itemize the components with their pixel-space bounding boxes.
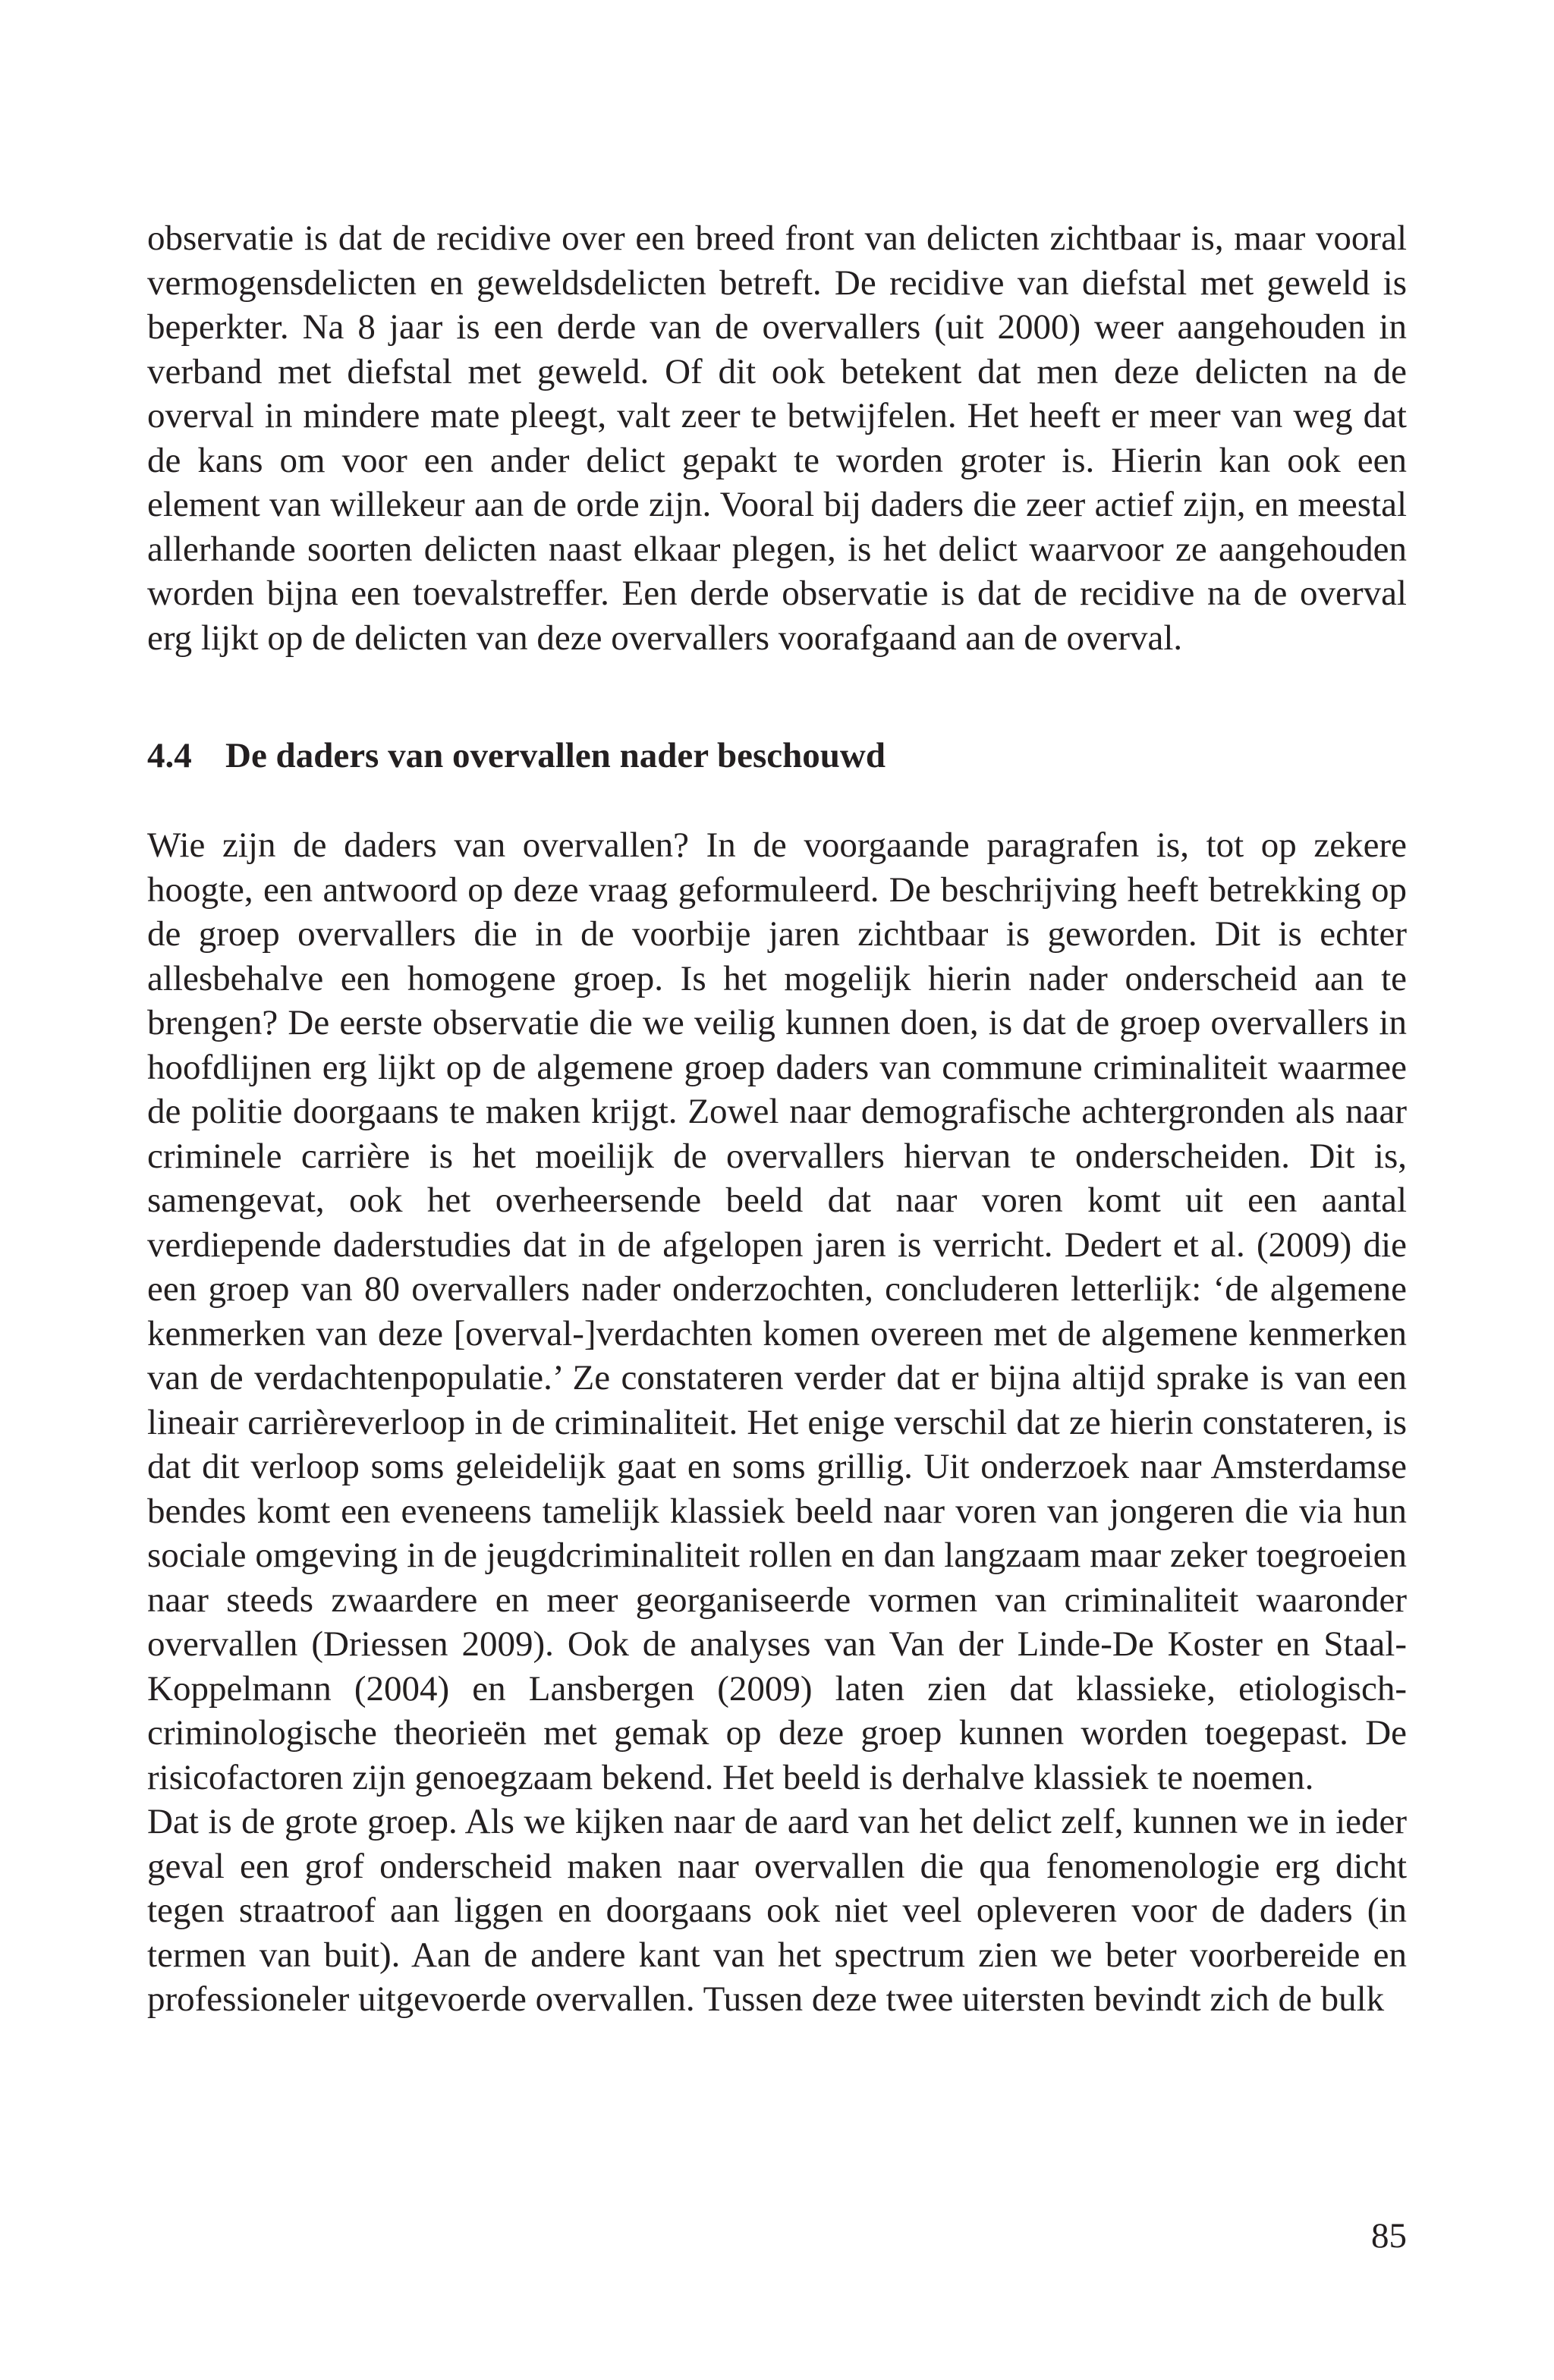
- section-heading: [147, 734, 1407, 778]
- paragraph: Wie zijn de daders van overvallen? In de voorgaande paragrafen is, tot op zekere hoogte, een antwoord op deze vraag geformuleerd. De beschrijving heeft betrekking op de groep overvallers die in de voorbije jaren zichtbaar is geworden. Dit is echter allesbehalve een homogene groep. Is het mogelijk hierin nader onderscheid aan te brengen? De eerste observatie die we veilig kunnen doen, is dat de groep overvallers in hoofdlijnen erg lijkt op de algemene groep daders van commune criminaliteit waarmee de politie doorgaans te maken krijgt. Zowel naar demografische achtergronden als naar criminele carrière is het moeilijk de overvallers hiervan te onderscheiden. Dit is, samengevat, ook het overheersende beeld dat naar voren komt uit een aantal verdiepende daderstudies dat in de afgelopen jaren is verricht. Dedert et al. (2009) die een groep van 80 overvallers nader onderzochten, concluderen letterlijk: ‘de algemene kenmerken van deze [overval-]verdachten komen overeen met de algemene kenmerken van de verdachtenpopulatie.’ Ze constateren verder dat er bijna altijd sprake is van een lineair carrièreverloop in de criminaliteit. Het enige verschil dat ze hierin constateren, is dat dit verloop soms geleidelijk gaat en soms grillig. Uit onderzoek naar Amsterdamse bendes komt een eveneens tamelijk klassiek beeld naar voren van jongeren die via hun sociale omgeving in de jeugdcriminaliteit rollen en dan langzaam maar zeker toegroeien naar steeds zwaardere en meer georganiseerde vormen van criminaliteit waaronder overvallen (Driessen 2009). Ook de analyses van Van der Linde-De Koster en Staal-Koppelmann (2004) en Lansbergen (2009) laten zien dat klassieke, etiologisch-criminologische theorieën met gemak op deze groep kunnen worden toegepast. De risicofactoren zijn genoegzaam bekend. Het beeld is derhalve klassiek te noemen.: [147, 825, 1407, 1797]
- paragraph: Dat is de grote groep. Als we kijken naar de aard van het delict zelf, kunnen we in ieder geval een grof onderscheid maken naar overvallen die qua fenomenologie erg dicht tegen straatroof aan liggen en doorgaans ook niet veel opleveren voor de daders (in termen van buit). Aan de andere kant van het spectrum zien we beter voorbereide en professioneler uitgevoerde overvallen. Tussen deze twee uitersten bevindt zich de bulk: [147, 1802, 1407, 2019]
- body-text-section: [147, 823, 1407, 2022]
- page-number: 85: [1371, 2216, 1407, 2256]
- section-title: De daders van overvallen nader beschouwd: [225, 736, 886, 775]
- paragraph-continued: observatie is dat de recidive over een breed front van delicten zichtbaar is, maar vooral vermogensdelicten en geweldsdelicten betreft. De recidive van diefstal met geweld is beperkter. Na 8 jaar is een derde van de overvallers (uit 2000) weer aangehouden in verband met diefstal met geweld. Of dit ook betekent dat men deze delicten na de overval in mindere mate pleegt, valt zeer te betwijfelen. Het heeft er meer van weg dat de kans om voor een ander delict gepakt te worden groter is. Hierin kan ook een element van willekeur aan de orde zijn. Vooral bij daders die zeer actief zijn, en meestal allerhande soorten delicten naast elkaar plegen, is het delict waarvoor ze aangehouden worden bijna een toevalstreffer. Een derde observatie is dat de recidive na de overval erg lijkt op de delicten van deze overvallers voorafgaand aan de overval.: [147, 219, 1407, 658]
- body-text-continued: [147, 216, 1407, 660]
- section-number: 4.4: [147, 736, 192, 775]
